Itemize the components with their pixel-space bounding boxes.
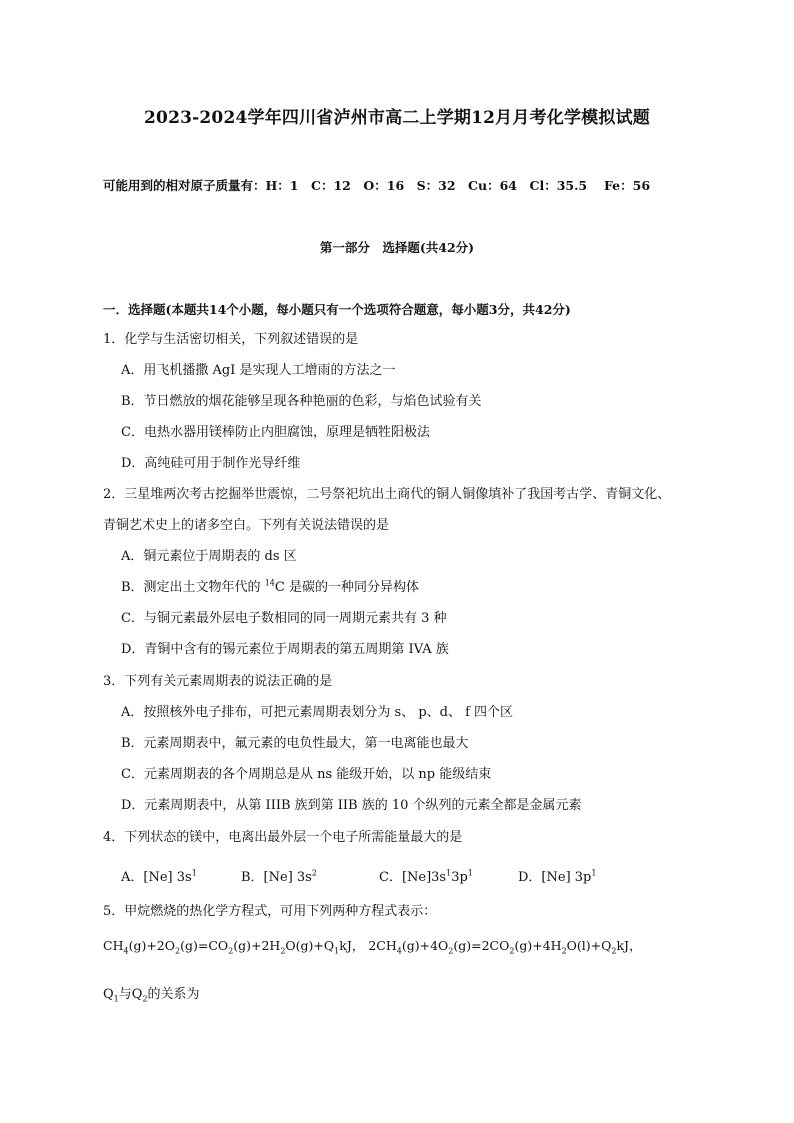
question-1-option-c: C．电热水器用镁棒防止内胆腐蚀，原理是牺牲阳极法 bbox=[121, 425, 430, 440]
equation-1: $CH_4(g)+2O_2(g)=CO_2(g)+2H_2O(g)+Q_1kJ$ bbox=[103, 938, 352, 956]
option-a-sup: 1 bbox=[191, 868, 197, 878]
question-2-stem-line1: 2．三星堆两次考古挖掘举世震惊，二号祭祀坑出土商代的铜人铜像填补了我国考古学、青铜文化、 bbox=[103, 487, 671, 502]
question-2-option-b-pre: B．测定出土文物年代的 bbox=[121, 580, 265, 595]
option-c-text: C．[Ne]3s bbox=[379, 870, 447, 885]
question-1-option-d: D．高纯硅可用于制作光导纤维 bbox=[121, 456, 301, 471]
question-4-option-b bbox=[241, 866, 317, 885]
question-3-option-a: A．按照核外电子排布，可把元素周期表划分为 s、 p、d、 f 四个区 bbox=[121, 705, 514, 720]
question-4-stem: 4．下列状态的镁中，电离出最外层一个电子所需能量最大的是 bbox=[103, 830, 463, 845]
question-3-option-b: B．元素周期表中，氟元素的电负性最大，第一电离能也最大 bbox=[121, 736, 469, 751]
option-b-text: B．[Ne] 3s bbox=[241, 870, 312, 885]
option-c-sup2: 1 bbox=[467, 868, 473, 878]
isotope-mass-number: 14 bbox=[264, 578, 275, 588]
question-5-relation: $Q_1$与$Q_2$的关系为 bbox=[103, 987, 200, 1004]
question-2-option-b-post: C 是碳的一种同分异构体 bbox=[274, 580, 419, 595]
question-2-option-b bbox=[121, 579, 419, 597]
question-3-stem: 3．下列有关元素周期表的说法正确的是 bbox=[103, 674, 333, 689]
option-d-sup: 1 bbox=[591, 868, 597, 878]
atomic-masses-note: 可能用到的相对原子质量有：H：1 C：12 O：16 S：32 Cu：64 Cl：35.5 Fe：56 bbox=[103, 178, 651, 193]
question-1-stem: 1．化学与生活密切相关，下列叙述错误的是 bbox=[103, 332, 359, 347]
question-1-option-b: B．节日燃放的烟花能够呈现各种艳丽的色彩，与焰色试验有关 bbox=[121, 394, 482, 409]
part-title: 第一部分 选择题(共42分) bbox=[319, 240, 475, 255]
question-3-option-c: C．元素周期表的各个周期总是从 ns 能级开始，以 np 能级结束 bbox=[121, 767, 492, 782]
question-2-option-c: C．与铜元素最外层电子数相同的同一周期元素共有 3 种 bbox=[121, 611, 447, 626]
page-title: 2023-2024学年四川省泸州市高二上学期12月月考化学模拟试题 bbox=[144, 108, 650, 128]
section-heading: 一．选择题(本题共14个小题，每小题只有一个选项符合题意，每小题3分，共42分) bbox=[103, 302, 571, 317]
option-b-sup: 2 bbox=[311, 868, 317, 878]
question-2-stem-line2: 青铜艺术史上的诸多空白。下列有关说法错误的是 bbox=[103, 518, 390, 533]
option-c-sup1: 1 bbox=[446, 868, 452, 878]
option-a-text: A．[Ne] 3s bbox=[121, 870, 192, 885]
question-4-option-a bbox=[121, 866, 197, 885]
option-c-mid: 3p bbox=[451, 870, 468, 885]
question-2-option-a: A．铜元素位于周期表的 ds 区 bbox=[121, 549, 297, 564]
option-d-text: D．[Ne] 3p bbox=[518, 870, 592, 885]
equation-2: $2CH_4(g)+4O_2(g)=2CO_2(g)+4H_2O(l)+Q_2kJ$ bbox=[368, 938, 630, 956]
question-4-options bbox=[121, 866, 681, 884]
question-4-option-c bbox=[379, 866, 473, 885]
question-2-option-d: D．青铜中含有的锡元素位于周期表的第五周期第 IVA 族 bbox=[121, 642, 449, 657]
question-1-option-a: A．用飞机播撒 AgI 是实现人工增雨的方法之一 bbox=[121, 363, 396, 378]
question-3-option-d: D．元素周期表中，从第 IIIB 族到第 IIB 族的 10 个纵列的元素全都是金属元素 bbox=[121, 798, 582, 813]
question-5-equations: $CH_4(g)+2O_2(g)=CO_2(g)+2H_2O(g)+Q_1kJ$， $2CH_4(g)+4O_2(g)=2CO_2(g)+4H_2O(l)+Q_2kJ$， bbox=[103, 938, 642, 956]
question-4-option-d bbox=[518, 866, 596, 885]
question-5-stem: 5．甲烷燃烧的热化学方程式，可用下列两种方程式表示： bbox=[103, 904, 437, 919]
